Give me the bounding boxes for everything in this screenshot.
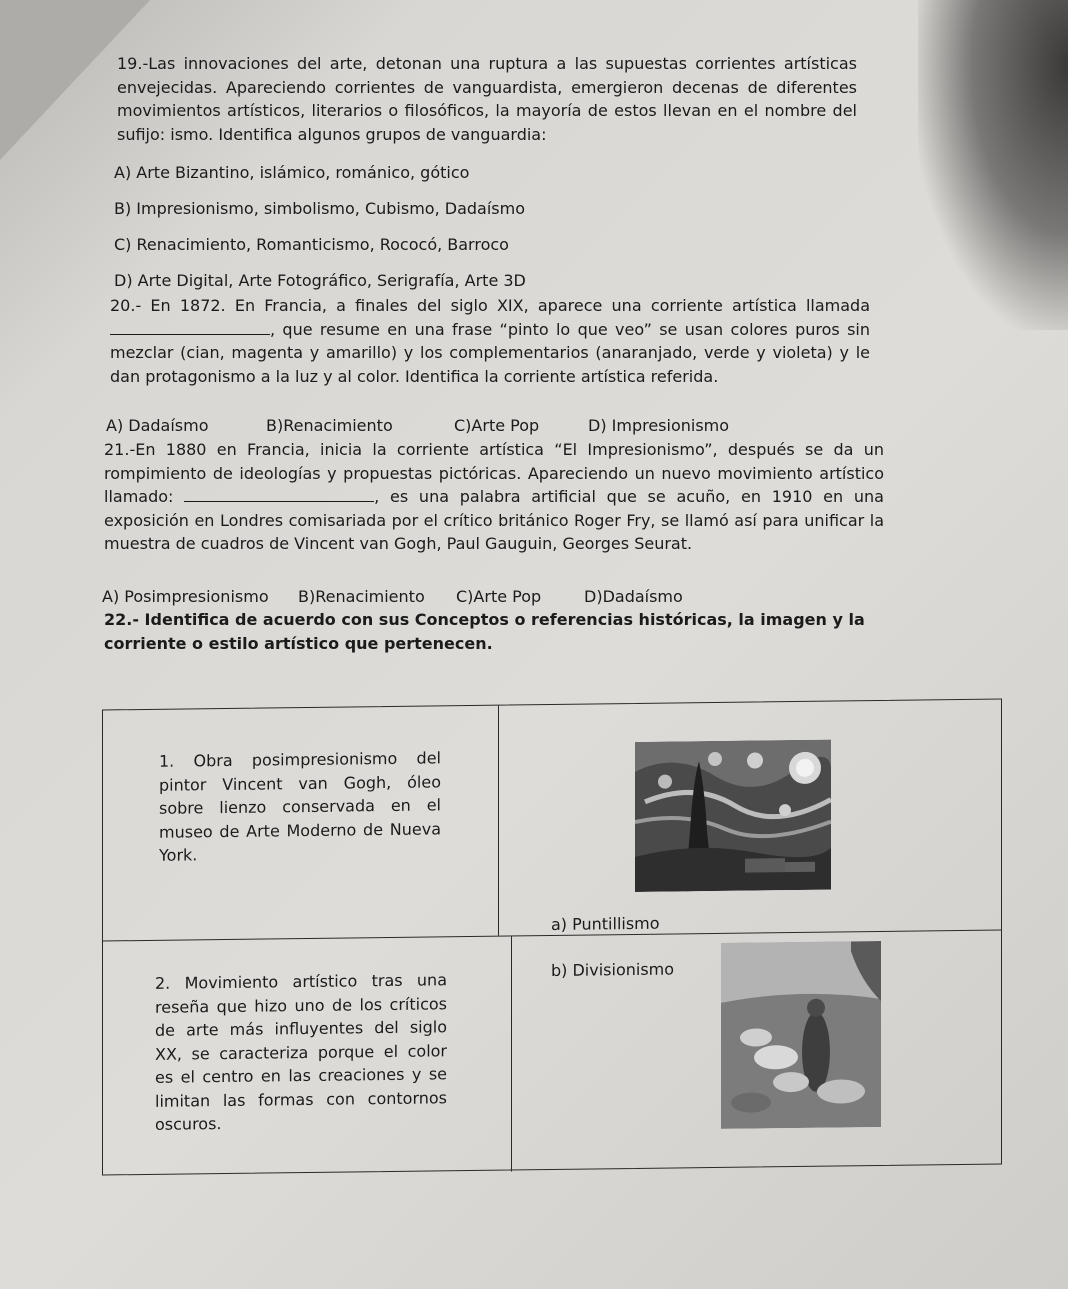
q19-option-a: A) Arte Bizantino, islámico, románico, gótico: [114, 163, 470, 182]
question-21-text: [104, 438, 884, 556]
q21-answer-blank[interactable]: [184, 501, 374, 502]
q21-option-d: D)Dadaísmo: [584, 587, 683, 606]
question-19-text: 19.-Las innovaciones del arte, detonan una ruptura a las supuestas corrientes artísticas envejecidas. Apareciendo corrientes de vanguardista, emergieron decenas de diferentes movimientos artísticos, literarios o filosóficos, la mayoría de estos llevan en el nombre del sufijo: ismo. Identifica algunos grupos de vanguardia:: [117, 54, 857, 144]
q21-option-b: B)Renacimiento: [298, 587, 425, 606]
q20-option-a: A) Dadaísmo: [106, 416, 209, 435]
answer-a: a) Puntillismo: [551, 913, 660, 935]
q20-answer-blank[interactable]: [110, 334, 270, 335]
question-20: [110, 294, 870, 388]
pointillist-painting-icon: [721, 941, 881, 1129]
answer-b: b) Divisionismo: [551, 959, 675, 981]
question-21: [104, 438, 884, 556]
table-item-2: 2. Movimiento artístico tras una reseña que hizo uno de los críticos de arte más influyentes del siglo XX, se caracteriza porque el color es el centro en las creaciones y se limitan las formas con contornos oscuros.: [155, 970, 447, 1134]
q19-option-c: C) Renacimiento, Romanticismo, Rococó, Barroco: [114, 235, 509, 254]
q20-option-c: C)Arte Pop: [454, 416, 540, 435]
table-column-divider-top: [498, 706, 499, 936]
question-20-text: [110, 294, 870, 388]
q21-options: [102, 587, 862, 609]
question-22-text: 22.- Identifica de acuerdo con sus Conceptos o referencias históricas, la imagen y la corriente o estilo artístico que pertenecen.: [104, 610, 865, 653]
pointillist-painting-image: [721, 941, 881, 1129]
matching-table: [102, 699, 1002, 1176]
starry-night-icon: [635, 740, 831, 892]
paper-shadow: [918, 0, 1068, 330]
q21-option-a: A) Posimpresionismo: [102, 587, 269, 606]
q19-option-d: D) Arte Digital, Arte Fotográfico, Serigrafía, Arte 3D: [114, 271, 526, 290]
starry-night-image: [635, 740, 831, 892]
q20-option-b: B)Renacimiento: [266, 416, 393, 435]
table-item-1: 1. Obra posimpresionismo del pintor Vincent van Gogh, óleo sobre lienzo conservada en el museo de Arte Moderno de Nueva York.: [159, 748, 441, 865]
q20-text-part1: 20.- En 1872. En Francia, a finales del siglo XIX, aparece una corriente artística llamada: [110, 296, 870, 315]
table-column-divider-bottom: [511, 935, 512, 1171]
q20-options: [106, 416, 866, 438]
q19-option-b: B) Impresionismo, simbolismo, Cubismo, Dadaísmo: [114, 199, 525, 218]
q21-text-part2: , es una palabra artificial que se acuño, en 1910 en una exposición en Londres comisariada por el crítico británico Roger Fry, se llamó así para unificar la muestra de cuadros de Vincent van Gogh, Paul Gauguin, Georges Seurat.: [104, 487, 884, 553]
q20-text-part2: , que resume en una frase “pinto lo que veo” se usan colores puros sin mezclar (cian, magenta y amarillo) y los complementarios (anaranjado, verde y violeta) y le dan protagonismo a la luz y al color. Identifica la corriente artística referida.: [110, 319, 870, 386]
q20-option-d: D) Impresionismo: [588, 416, 730, 435]
q21-option-c: C)Arte Pop: [456, 587, 542, 606]
q21-text-part1: 21.-En 1880 en Francia, inicia la corriente artística “El Impresionismo”, después se da un rompimiento de ideologías y propuestas pictóricas. Apareciendo un nuevo movimiento artístico llamado:: [104, 440, 884, 506]
